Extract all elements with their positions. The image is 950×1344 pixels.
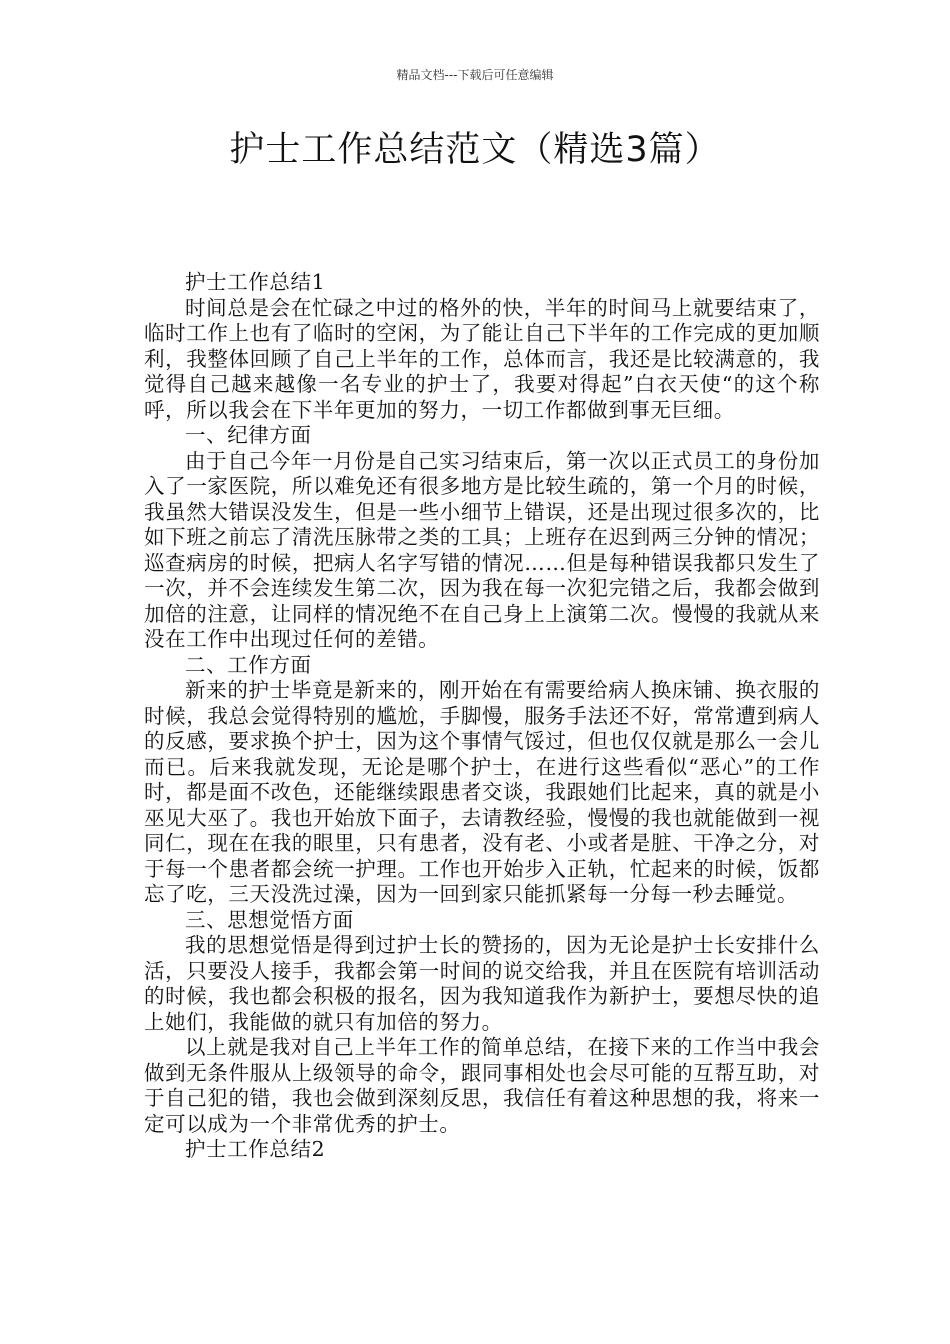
paragraph-discipline: 由于自己今年一月份是自己实习结束后，第一次以正式员工的身份加入了一家医院，所以难免还有很多地方是比较生疏的，第一个月的时候，我虽然大错误没发生，但是一些小细节上错误，还是出现过很多次的，比如下班之前忘了清洗压脉带之类的工具；上班存在迟到两三分钟的情况；巡查病房的时候，把病人名字写错的情况……但是每种错误我都只发生了一次，并不会连续发生第二次，因为我在每一次犯完错之后，我都会做到加倍的注意，让同样的情况绝不在自己身上上演第二次。慢慢的我就从来没在工作中出现过任何的差错。	[144, 448, 820, 651]
page-header-watermark: 精品文档---下载后可任意编辑	[396, 68, 554, 82]
paragraph-intro: 时间总是会在忙碌之中过的格外的快，半年的时间马上就要结束了，临时工作上也有了临时的空闲，为了能让自己下半年的工作完成的更加顺利，我整体回顾了自己上半年的工作，总体而言，我还是比较满意的，我觉得自己越来越像一名专业的护士了，我要对得起”白衣天使“的这个称呼，所以我会在下半年更加的努力，一切工作都做到事无巨细。	[144, 295, 820, 422]
paragraph-work: 新来的护士毕竟是新来的，刚开始在有需要给病人换床铺、换衣服的时候，我总会觉得特别的尴尬，手脚慢，服务手法还不好，常常遭到病人的反感，要求换个护士，因为这个事情气馁过，但也仅仅就是那么一会儿而已。后来我就发现，无论是哪个护士，在进行这些看似“恶心”的工作时，都是面不改色，还能继续跟患者交谈，我跟她们比起来，真的就是小巫见大巫了。我也开始放下面子，去请教经验，慢慢的我也就能做到一视同仁，现在在我的眼里，只有患者，没有老、小或者是脏、干净之分，对于每一个患者都会统一护理。工作也开始步入正轨，忙起来的时候，饭都忘了吃，三天没洗过澡，因为一回到家只能抓紧每一分每一秒去睡觉。	[144, 678, 820, 906]
document-body	[144, 270, 820, 1163]
paragraph-conclusion: 以上就是我对自己上半年工作的简单总结，在接下来的工作当中我会做到无条件服从上级领导的命令，跟同事相处也会尽可能的互帮互助，对于自己犯的错，我也会做到深刻反思，我信任有着这种思想的我，将来一定可以成为一个非常优秀的护士。	[144, 1035, 820, 1136]
subheading-work: 二、工作方面	[185, 652, 312, 677]
section-heading-summary-2: 护士工作总结2	[185, 1137, 326, 1161]
document-title: 护士工作总结范文（精选3篇）	[229, 130, 721, 170]
section-heading-summary-1: 护士工作总结1	[185, 270, 326, 294]
paragraph-ideology: 我的思想觉悟是得到过护士长的赞扬的，因为无论是护士长安排什么活，只要没人接手，我都会第一时间的说交给我，并且在医院有培训活动的时候，我也都会积极的报名，因为我知道我作为新护士，要想尽快的追上她们，我能做的就只有加倍的努力。	[144, 933, 820, 1034]
subheading-discipline: 一、纪律方面	[185, 423, 312, 447]
subheading-ideology: 三、思想觉悟方面	[185, 907, 354, 932]
